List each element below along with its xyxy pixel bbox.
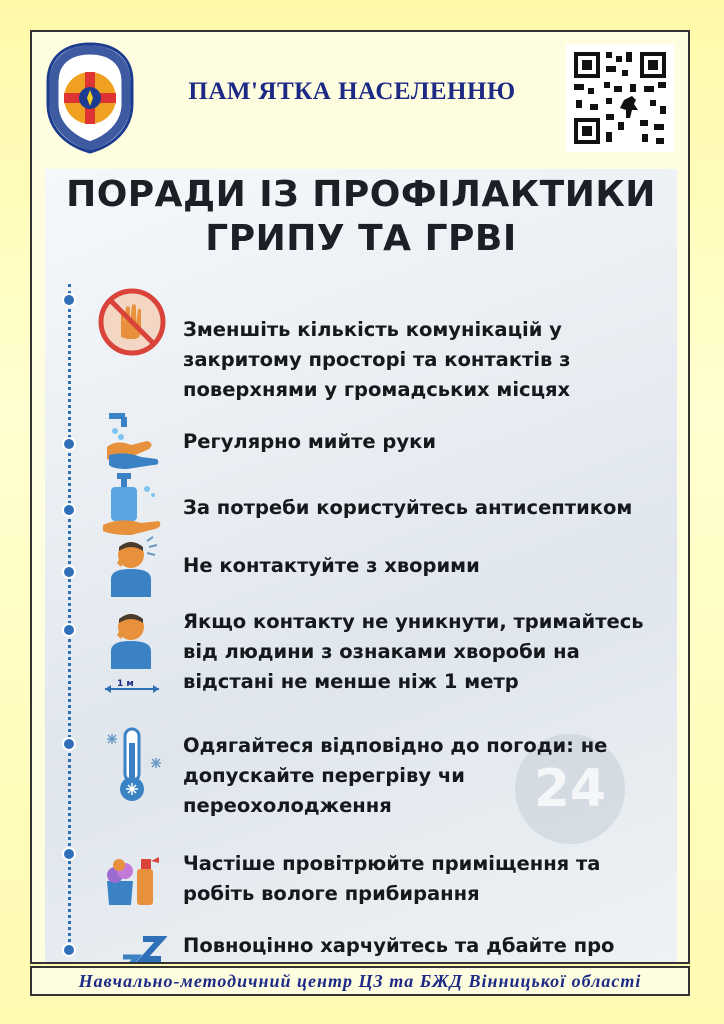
poster <box>45 169 677 962</box>
timeline-dot <box>62 293 76 307</box>
timeline-dot <box>62 943 76 957</box>
distance-label: 1 м <box>117 679 134 689</box>
sick-person-icon <box>97 531 167 601</box>
timeline-dot <box>62 847 76 861</box>
tip-text: Зменшіть кількість комунікацій у закритому просторі та контактів з поверхнями у громадських місцях <box>183 318 571 401</box>
tip-text: Регулярно мийте руки <box>183 430 436 453</box>
timeline-dot <box>62 737 76 751</box>
tip-text: Якщо контакту не уникнути, тримайтесь від людини з ознаками хвороби на відстані не менше ніж 1 метр <box>183 610 644 693</box>
header-title: ПАМ'ЯТКА НАСЕЛЕННЮ <box>188 78 516 105</box>
tip-text: Одягайтеся відповідно до погоди: не допускайте перегріву чи переохолодження <box>183 734 608 817</box>
wash-hands-icon <box>97 407 167 477</box>
tip-text: За потреби користуйтесь антисептиком <box>183 496 633 519</box>
page-frame <box>30 30 690 964</box>
poster-title <box>45 173 677 261</box>
timeline-dot <box>62 565 76 579</box>
watermark-24-badge: 24 <box>515 734 625 844</box>
no-touch-hand-icon <box>97 287 167 357</box>
tip-text: Частіше провітрюйте приміщення та робіть вологе прибирання <box>183 852 601 905</box>
timeline-dot <box>62 437 76 451</box>
tip-text: Не контактуйте з хворими <box>183 554 480 577</box>
tip-text: Повноцінно харчуйтесь та дбайте про <box>183 934 615 957</box>
header <box>32 32 688 167</box>
cleaning-icon <box>97 841 167 911</box>
thermometer-icon <box>97 725 167 805</box>
poster-title-line2: ГРИПУ ТА ГРВІ <box>205 218 517 259</box>
qr-code-icon[interactable] <box>566 44 674 152</box>
timeline-dot <box>62 503 76 517</box>
footer: Навчально-методичний центр ЦЗ та БЖД Вінницької області <box>30 966 690 996</box>
sleep-icon <box>97 925 167 962</box>
poster-title-line1: ПОРАДИ ІЗ ПРОФІЛАКТИКИ <box>66 174 656 215</box>
civil-defense-emblem-icon <box>44 42 136 154</box>
timeline-dot <box>62 623 76 637</box>
antiseptic-icon <box>97 469 167 539</box>
